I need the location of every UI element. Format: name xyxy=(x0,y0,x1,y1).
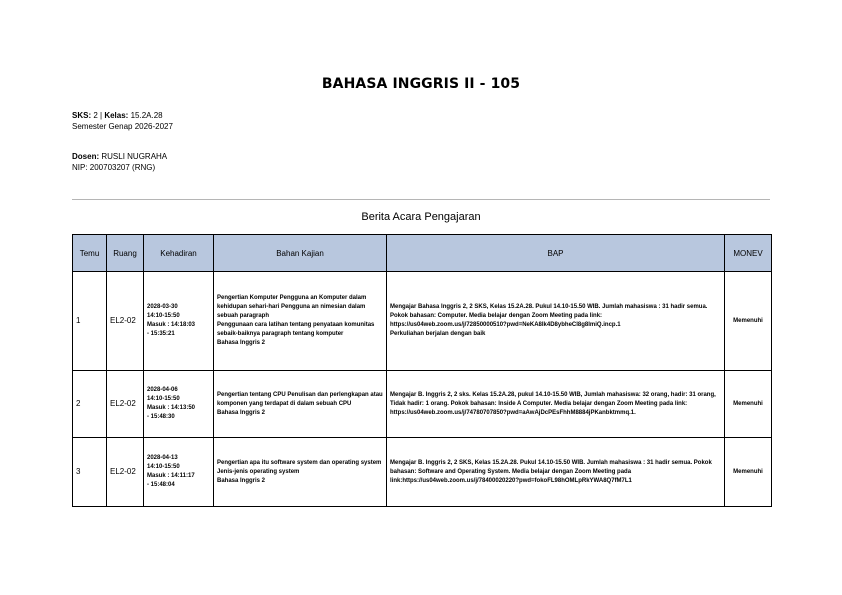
semester-line: Semester Genap 2026-2027 xyxy=(72,122,173,131)
bap-link[interactable]: link:https://us04web.zoom.us/j/78400020220?pwd=fokoFL98hOMLpRkYWA8Q7fM7L1 xyxy=(390,477,632,484)
kehadiran-masuk: Masuk : 14:11:17 xyxy=(147,473,195,479)
class-info xyxy=(72,110,173,132)
bahan-line: Pengertian tentang CPU Penulisan dan perlengkapan atau komponen yang terdapat di dalam sebuah CPU xyxy=(217,391,383,407)
bap-line: Perkuliahan berjalan dengan baik xyxy=(390,331,486,337)
bahan-line: Pengertian Komputer Pengguna an Komputer dalam kehidupan sehari-hari Pengguna an nimesian dalam sebuah paragraph xyxy=(217,295,367,319)
cell-monev: Memenuhi xyxy=(725,272,772,371)
kehadiran-time: 14:10-15:50 xyxy=(147,396,180,402)
bahan-line: Penggunaan cara latihan tentang penyataan komunitas sebaik-baiknya paragraph tentang komputer xyxy=(217,322,375,337)
cell-temu: 1 xyxy=(73,272,107,371)
dosen-value: RUSLI NUGRAHA xyxy=(99,152,168,161)
kehadiran-keluar: - 15:35:21 xyxy=(147,331,175,337)
cell-bap xyxy=(387,272,725,371)
kehadiran-date: 2028-03-30 xyxy=(147,304,178,310)
bahan-line: Bahasa Inggris 2 xyxy=(217,477,266,484)
header-monev: MONEV xyxy=(725,235,772,272)
header-kehadiran: Kehadiran xyxy=(144,235,214,272)
bap-line: Mengajar B. Inggris 2, 2 sks. Kelas 15.2A.28, pukul 14.10-15.50 WIB, Jumlah mahasiswa: 32 orang, hadir: 31 orang, Tidak hadir: 1 orang. Pokok bahasan: Inside A Computer. Media belajar dengan Zoom Meeting pada link: xyxy=(390,391,716,407)
cell-ruang: EL2-02 xyxy=(107,371,144,438)
cell-bahan-kajian xyxy=(214,272,387,371)
cell-monev: Memenuhi xyxy=(725,371,772,438)
kehadiran-keluar: - 15:48:04 xyxy=(147,482,175,488)
section-title: Berita Acara Pengajaran xyxy=(361,211,481,223)
kelas-value: 15.2A.28 xyxy=(128,111,163,120)
cell-bahan-kajian xyxy=(214,438,387,507)
cell-ruang: EL2-02 xyxy=(107,438,144,507)
lecturer-info xyxy=(72,151,167,173)
table-row xyxy=(73,272,772,371)
nip-line: NIP: 200703207 (RNG) xyxy=(72,163,156,172)
bahan-line: Pengertian apa itu software system dan operating system Jenis-jenis operating system xyxy=(217,459,382,475)
kehadiran-time: 14:10-15:50 xyxy=(147,313,180,319)
cell-kehadiran xyxy=(144,371,214,438)
table-row xyxy=(73,438,772,507)
dosen-label: Dosen: xyxy=(72,152,100,161)
bap-line: Mengajar Bahasa Inggris 2, 2 SKS, Kelas 15.2A.28. Pukul 14.10-15.50 WIB. Jumlah mahasiswa : 31 hadir semua. Pokok bahasan: Computer. Media belajar dengan Zoom Meeting pada link: xyxy=(390,304,708,319)
cell-kehadiran xyxy=(144,272,214,371)
kehadiran-date: 2028-04-06 xyxy=(147,387,178,393)
cell-temu: 3 xyxy=(73,438,107,507)
header-bahan-kajian: Bahan Kajian xyxy=(214,235,387,272)
header-ruang: Ruang xyxy=(107,235,144,272)
cell-ruang: EL2-02 xyxy=(107,272,144,371)
bap-link[interactable]: https://us04web.zoom.us/j/72850000510?pwd=NeKA8Ik4D8ybheCl8g8lmiQ.incp.1 xyxy=(390,322,621,328)
bap-line: Mengajar B. Inggris 2, 2 SKS, Kelas 15.2A.28. Pukul 14.10-15.50 WIB. Jumlah mahasiswa : 31 hadir semua. Pokok bahasan: Software and Operating System. Media belajar dengan Zoom Meeting pada xyxy=(390,459,712,475)
bap-link[interactable]: https://us04web.zoom.us/j/74780707850?pwd=aAwAjDcPEsFhhM8884jPKanbktmmq.1. xyxy=(390,409,636,416)
bahan-line: Bahasa Inggris 2 xyxy=(217,340,266,346)
bahan-line: Bahasa Inggris 2 xyxy=(217,409,266,416)
sks-value: 2 | xyxy=(91,111,105,120)
table-row xyxy=(73,371,772,438)
cell-kehadiran xyxy=(144,438,214,507)
header-bap: BAP xyxy=(387,235,725,272)
kelas-label: Kelas: xyxy=(104,111,129,120)
kehadiran-date: 2028-04-13 xyxy=(147,455,178,461)
document-title: BAHASA INGGRIS II - 105 xyxy=(321,76,521,92)
sks-kelas-line xyxy=(72,110,173,121)
table-header-row xyxy=(73,235,772,272)
kehadiran-time: 14:10-15:50 xyxy=(147,464,180,470)
bap-table xyxy=(72,234,772,507)
kehadiran-masuk: Masuk : 14:13:50 xyxy=(147,405,196,411)
cell-temu: 2 xyxy=(73,371,107,438)
dosen-line xyxy=(72,151,167,162)
sks-label: SKS: xyxy=(72,111,92,120)
divider xyxy=(72,199,770,200)
kehadiran-keluar: - 15:48:30 xyxy=(147,414,175,420)
cell-bap xyxy=(387,438,725,507)
cell-monev: Memenuhi xyxy=(725,438,772,507)
header-temu: Temu xyxy=(73,235,107,272)
cell-bahan-kajian xyxy=(214,371,387,438)
cell-bap xyxy=(387,371,725,438)
kehadiran-masuk: Masuk : 14:18:03 xyxy=(147,322,196,328)
